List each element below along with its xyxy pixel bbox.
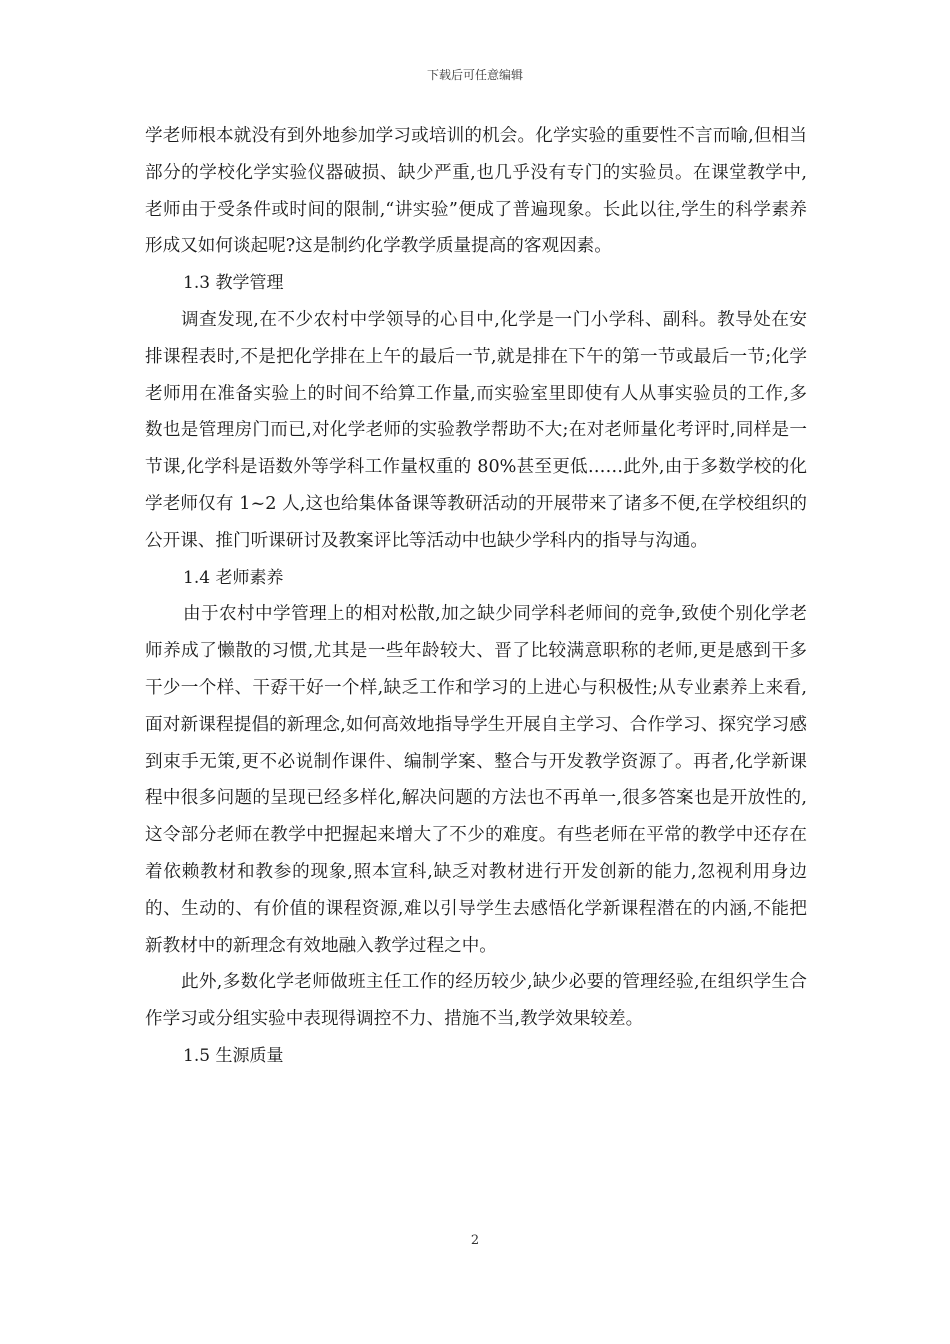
paragraph-2: 调查发现,在不少农村中学领导的心目中,化学是一门小学科、副科。教导处在安排课程表时,不是把化学排在上午的最后一节,就是排在下午的第一节或最后一节;化学老师用在准备实验上的时间不给算工作量,而实验室里即使有人从事实验员的工作,多数也是管理房门而已,对化学老师的实验教学帮助不大;在对老师量化考评时,同样是一节课,化学科是语数外等学科工作量权重的 80%甚至更低……此外,由于多数学校的化学老师仅有 1~2 人,这也给集体备课等教研活动的开展带来了诸多不便,在学校组织的公开课、推门听课研讨及教案评比等活动中也缺少学科内的指导与沟通。: [145, 309, 807, 551]
page-header: 下载后可任意编辑: [426, 68, 523, 82]
paragraph-3: 由于农村中学管理上的相对松散,加之缺少同学科老师间的竞争,致使个别化学老师养成了懒散的习惯,尤其是一些年龄较大、晋了比较满意职称的老师,更是感到干多干少一个样、干孬干好一个样,缺乏工作和学习的上进心与积极性;从专业素养上来看,面对新课程提倡的新理念,如何高效地指导学生开展自主学习、合作学习、探究学习感到束手无策,更不必说制作课件、编制学案、整合与开发教学资源了。再者,化学新课程中很多问题的呈现已经多样化,解决问题的方法也不再单一,很多答案也是开放性的,这令部分老师在教学中把握起来增大了不少的难度。有些老师在平常的教学中还存在着依赖教材和教参的现象,照本宣科,缺乏对教材进行开发创新的能力,忽视利用身边的、生动的、有价值的课程资源,难以引导学生去感悟化学新课程潜在的内涵,不能把新教材中的新理念有效地融入教学过程之中。: [145, 604, 807, 956]
section-heading-1-5: 1.5 生源质量: [183, 1045, 284, 1066]
paragraph-1: 学老师根本就没有到外地参加学习或培训的机会。化学实验的重要性不言而喻,但相当部分的学校化学实验仪器破损、缺少严重,也几乎没有专门的实验员。在课堂教学中,老师由于受条件或时间的限制,“讲实验”便成了普遍现象。长此以往,学生的科学素养形成又如何谈起呢?这是制约化学教学质量提高的客观因素。: [145, 126, 807, 257]
section-heading-1-3: 1.3 教学管理: [183, 273, 284, 294]
section-heading-1-4: 1.4 老师素养: [183, 567, 284, 588]
page-number: 2: [470, 1233, 480, 1248]
document-body: [145, 118, 807, 1075]
paragraph-4: 此外,多数化学老师做班主任工作的经历较少,缺少必要的管理经验,在组织学生合作学习或分组实验中表现得调控不力、措施不当,教学效果较差。: [145, 972, 807, 1030]
